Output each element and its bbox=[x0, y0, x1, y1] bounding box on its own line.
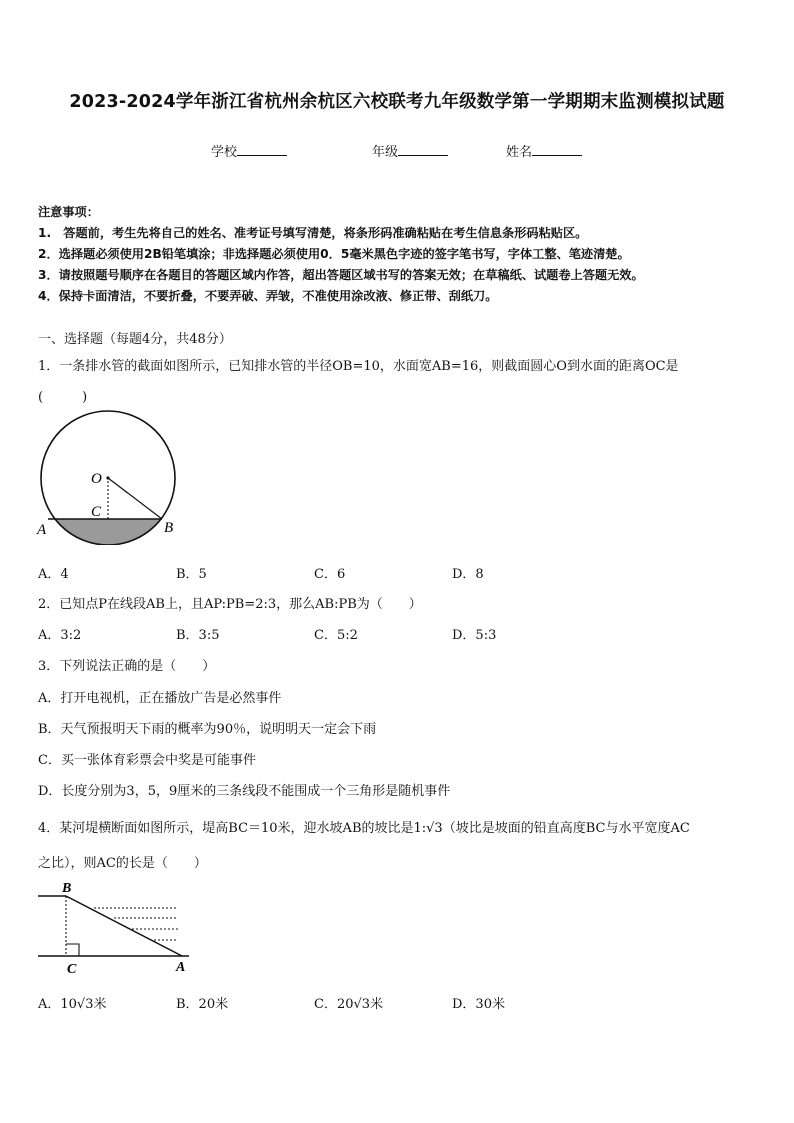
label-b: B bbox=[62, 881, 72, 896]
question-3-text: 3．下列说法正确的是（ ） bbox=[38, 659, 216, 674]
q1-option-d[interactable]: D．8 bbox=[452, 567, 484, 582]
radius-ob bbox=[108, 478, 162, 519]
name-field[interactable] bbox=[506, 141, 582, 160]
grade-label: 年级 bbox=[372, 145, 399, 160]
question-4-figure bbox=[34, 878, 194, 978]
water-region bbox=[34, 519, 184, 545]
notice-item: 2．选择题必须使用2B铅笔填涂；非选择题必须使用0．5毫米黑色字迹的签字笔书写，字体工整、笔迹清楚。 bbox=[38, 247, 630, 261]
q2-option-d[interactable]: D．5:3 bbox=[452, 628, 497, 643]
q3-option-b[interactable]: B．天气预报明天下雨的概率为90％，说明明天一定会下雨 bbox=[38, 722, 377, 737]
school-label: 学校 bbox=[211, 145, 238, 160]
q2-option-a[interactable]: A．3:2 bbox=[38, 628, 82, 643]
question-1-figure bbox=[34, 405, 184, 545]
page-title: 2023-2024学年浙江省杭州余杭区六校联考九年级数学第一学期期末监测模拟试题 bbox=[69, 92, 725, 112]
question-4-text-line2: 之比），则AC的长是（ ） bbox=[38, 856, 207, 871]
question-1-text: 1．一条排水管的截面如图所示，已知排水管的半径OB=10，水面宽AB=16，则截面圆心O到水面的距离OC是 bbox=[38, 359, 679, 374]
q3-option-d[interactable]: D．长度分别为3，5，9厘米的三条线段不能围成一个三角形是随机事件 bbox=[38, 784, 451, 799]
slope-ab bbox=[66, 896, 182, 956]
notice-item: 1. 答题前，考生先将自己的姓名、准考证号填写清楚，将条形码准确粘贴在考生信息条形码粘贴区。 bbox=[38, 226, 588, 240]
q1-option-c[interactable]: C．6 bbox=[314, 567, 346, 582]
question-4-text-line1: 4．某河堤横断面如图所示，堤高BC＝10米，迎水坡AB的坡比是1:√3（坡比是坡面的铅直高度BC与水平宽度AC bbox=[38, 821, 690, 836]
grade-field[interactable] bbox=[372, 141, 448, 160]
q3-option-a[interactable]: A．打开电视机，正在播放广告是必然事件 bbox=[38, 691, 282, 706]
q1-option-a[interactable]: A．4 bbox=[38, 567, 69, 582]
q1-option-b[interactable]: B．5 bbox=[176, 567, 207, 582]
label-c: C bbox=[67, 962, 77, 977]
question-1-paren: ( ) bbox=[38, 390, 88, 405]
notice-item: 4．保持卡面清洁，不要折叠，不要弄破、弄皱，不准使用涂改液、修正带、刮纸刀。 bbox=[38, 289, 498, 303]
school-blank[interactable] bbox=[237, 143, 287, 156]
q3-option-c[interactable]: C．买一张体育彩票会中奖是可能事件 bbox=[38, 753, 256, 768]
question-2-text: 2．已知点P在线段AB上，且AP:PB=2:3，那么AB:PB为（ ） bbox=[38, 597, 422, 612]
notice-item: 3．请按照题号顺序在各题目的答题区域内作答，超出答题区域书写的答案无效；在草稿纸、试题卷上答题无效。 bbox=[38, 268, 644, 282]
center-point bbox=[106, 476, 109, 479]
q2-option-c[interactable]: C．5:2 bbox=[314, 628, 358, 643]
right-angle-mark bbox=[66, 944, 79, 956]
notice-heading: 注意事项： bbox=[38, 205, 99, 219]
q4-option-c[interactable]: C．20√3米 bbox=[314, 997, 384, 1012]
q4-option-b[interactable]: B．20米 bbox=[176, 997, 229, 1012]
label-c: C bbox=[91, 504, 102, 520]
q2-option-b[interactable]: B．3:5 bbox=[176, 628, 220, 643]
grade-blank[interactable] bbox=[398, 143, 448, 156]
school-field[interactable] bbox=[211, 141, 287, 160]
section-heading: 一、选择题（每题4分，共48分） bbox=[38, 332, 232, 347]
label-o: O bbox=[91, 471, 102, 487]
label-b: B bbox=[164, 520, 174, 536]
name-blank[interactable] bbox=[532, 143, 582, 156]
label-a: A bbox=[37, 522, 47, 538]
label-a: A bbox=[176, 960, 186, 975]
q4-option-a[interactable]: A．10√3米 bbox=[38, 997, 107, 1012]
q4-option-d[interactable]: D．30米 bbox=[452, 997, 505, 1012]
name-label: 姓名 bbox=[506, 145, 533, 160]
